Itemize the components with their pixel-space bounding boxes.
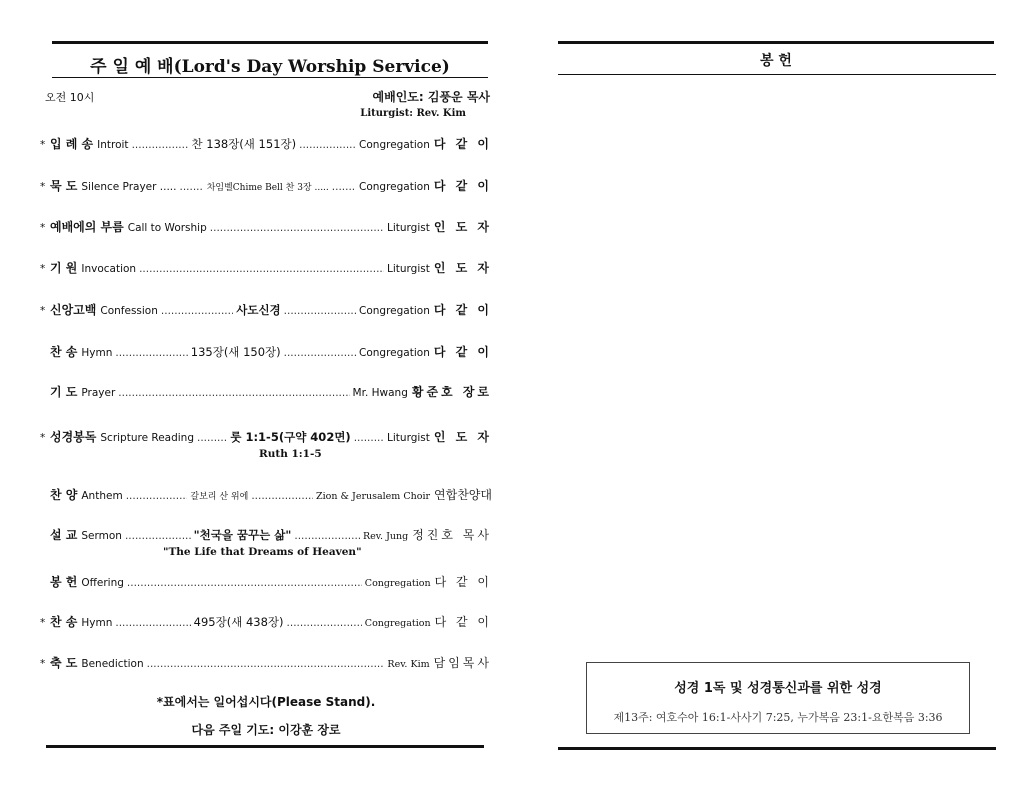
leader-dots [139, 263, 384, 275]
stand-marker: * [40, 617, 46, 629]
item-english: Hymn [81, 617, 113, 629]
item-korean: 성경봉독 [50, 430, 97, 444]
leader-dots [132, 139, 189, 151]
stand-marker: * [40, 658, 46, 670]
item-detail: 룻 1:1-5(구약 402면) [230, 430, 351, 444]
leader-dots [287, 617, 362, 629]
participant-english: Congregation [364, 618, 431, 629]
bible-reading-title: 성경 1독 및 성경통신과를 위한 성경 [674, 681, 882, 696]
bible-reading-week: 제13주: 여호수아 16:1-사사기 7:25, 누가복음 23:1-요한복음 3:36 [613, 711, 943, 724]
item-detail: 495장(새 438장) [193, 615, 284, 629]
stand-marker: * [40, 181, 46, 193]
item-korean: 묵 도 [50, 179, 78, 193]
bottom-rule-right [558, 747, 996, 750]
service-row [40, 613, 492, 633]
leader-dots [332, 181, 356, 193]
participant-english: Rev. Jung [363, 531, 409, 542]
leader-dots [115, 617, 190, 629]
leader-dots [197, 432, 227, 444]
service-row [40, 654, 492, 674]
participant-english: Congregation [359, 181, 430, 193]
service-row [40, 486, 492, 506]
participant-korean: 황준호 장로 [411, 385, 492, 399]
service-row [40, 301, 492, 321]
participant-korean: 정진호 목사 [412, 528, 492, 542]
leader-dots [118, 387, 349, 399]
participant-english: Congregation [359, 139, 430, 151]
item-english: Introit [97, 139, 129, 151]
item-english: Silence Prayer ..... [81, 181, 177, 193]
leader-dots [147, 658, 385, 670]
participant-korean: 연합찬양대 [434, 488, 492, 502]
leader-dots [125, 530, 191, 542]
participant-korean: 다 같 이 [434, 615, 492, 629]
participant-english: Liturgist [387, 263, 430, 275]
item-korean: 입 례 송 [50, 137, 94, 151]
participant-korean: 인 도 자 [433, 261, 492, 275]
item-detail: 차임벨Chime Bell 찬 3장 ..... [206, 183, 329, 193]
participant-english: Congregation [359, 347, 430, 359]
item-korean: 예배에의 부름 [50, 220, 124, 234]
service-row [40, 526, 492, 546]
participant-english: Rev. Kim [387, 659, 430, 670]
service-row [40, 218, 492, 238]
stand-note: *표에서는 일어섭시다(Please Stand). [156, 695, 376, 709]
participant-english: Liturgist [387, 222, 430, 234]
service-row [40, 135, 492, 155]
item-english: Confession [100, 305, 158, 317]
participant-korean: 다 같 이 [433, 345, 492, 359]
item-detail: 사도신경 [236, 303, 281, 317]
participant-korean: 다 같 이 [433, 179, 492, 193]
offering-underline [558, 74, 996, 75]
bible-reading-box [586, 662, 970, 734]
item-korean: 기 도 [50, 385, 78, 399]
item-korean: 신앙고백 [50, 303, 97, 317]
item-korean: 찬 송 [50, 345, 78, 359]
item-detail: 찬 138장(새 151장) [191, 137, 297, 151]
service-time: 오전 10시 [45, 91, 95, 104]
sermon-english-title: "The Life that Dreams of Heaven" [163, 546, 362, 558]
item-korean: 설 교 [50, 528, 78, 542]
item-korean: 봉 헌 [50, 575, 78, 589]
item-english: Anthem [81, 490, 123, 502]
item-english: Hymn [81, 347, 113, 359]
top-rule-right [558, 41, 994, 44]
item-detail: 갈보리 산 위에 [190, 492, 249, 502]
participant-korean: 다 같 이 [434, 575, 492, 589]
bottom-rule [46, 745, 484, 748]
leader-dots [284, 347, 356, 359]
participant-english: Zion & Jerusalem Choir [316, 491, 431, 502]
leader-dots [126, 490, 188, 502]
stand-marker: * [40, 222, 46, 234]
participant-korean: 담임목사 [433, 656, 492, 670]
leader-dots [354, 432, 384, 444]
participant-english: Mr. Hwang [352, 387, 408, 399]
stand-marker: * [40, 432, 46, 444]
item-korean: 찬 양 [50, 488, 78, 502]
leader-dots [127, 577, 362, 589]
item-detail: "천국을 꿈꾸는 삶" [193, 528, 292, 542]
item-english: Scripture Reading [100, 432, 194, 444]
leader-dots [161, 305, 233, 317]
worship-leader: 예배인도: 김풍운 목사 [372, 90, 490, 104]
item-english: Benediction [81, 658, 144, 670]
next-prayer: 다음 주일 기도: 이강훈 장로 [191, 723, 341, 737]
leader-dots [251, 490, 313, 502]
item-korean: 찬 송 [50, 615, 78, 629]
item-english: Offering [81, 577, 124, 589]
leader-dots [294, 530, 360, 542]
top-rule [52, 41, 488, 44]
service-row [40, 573, 492, 593]
leader-dots [284, 305, 356, 317]
scripture-english: Ruth 1:1-5 [259, 448, 322, 460]
participant-korean: 인 도 자 [433, 430, 493, 444]
item-detail: 135장(새 150장) [190, 345, 281, 359]
item-english: Invocation [81, 263, 137, 275]
item-korean: 기 원 [50, 261, 78, 275]
liturgist-name: Liturgist: Rev. Kim [360, 108, 466, 119]
service-row [40, 343, 492, 363]
leader-dots [179, 181, 203, 193]
participant-english: Congregation [359, 305, 430, 317]
item-english: Call to Worship [127, 222, 207, 234]
participant-english: Liturgist [387, 432, 430, 444]
service-row [40, 428, 492, 448]
leader-dots [115, 347, 187, 359]
participant-korean: 다 같 이 [433, 303, 492, 317]
participant-korean: 다 같 이 [433, 137, 493, 151]
stand-marker: * [40, 263, 46, 275]
participant-korean: 인 도 자 [433, 220, 492, 234]
right-page [512, 0, 1024, 791]
leader-dots [210, 222, 384, 234]
service-row [40, 259, 492, 279]
page-title: 주 일 예 배(Lord's Day Worship Service) [90, 57, 450, 77]
participant-english: Congregation [364, 578, 431, 589]
service-row [40, 177, 492, 197]
item-english: Prayer [81, 387, 116, 399]
item-english: Sermon [81, 530, 122, 542]
leader-dots [299, 139, 356, 151]
title-underline [52, 77, 488, 78]
stand-marker: * [40, 305, 46, 317]
stand-marker: * [40, 139, 46, 151]
service-row [40, 383, 492, 403]
offering-title: 봉 헌 [760, 53, 792, 69]
item-korean: 축 도 [50, 656, 78, 670]
